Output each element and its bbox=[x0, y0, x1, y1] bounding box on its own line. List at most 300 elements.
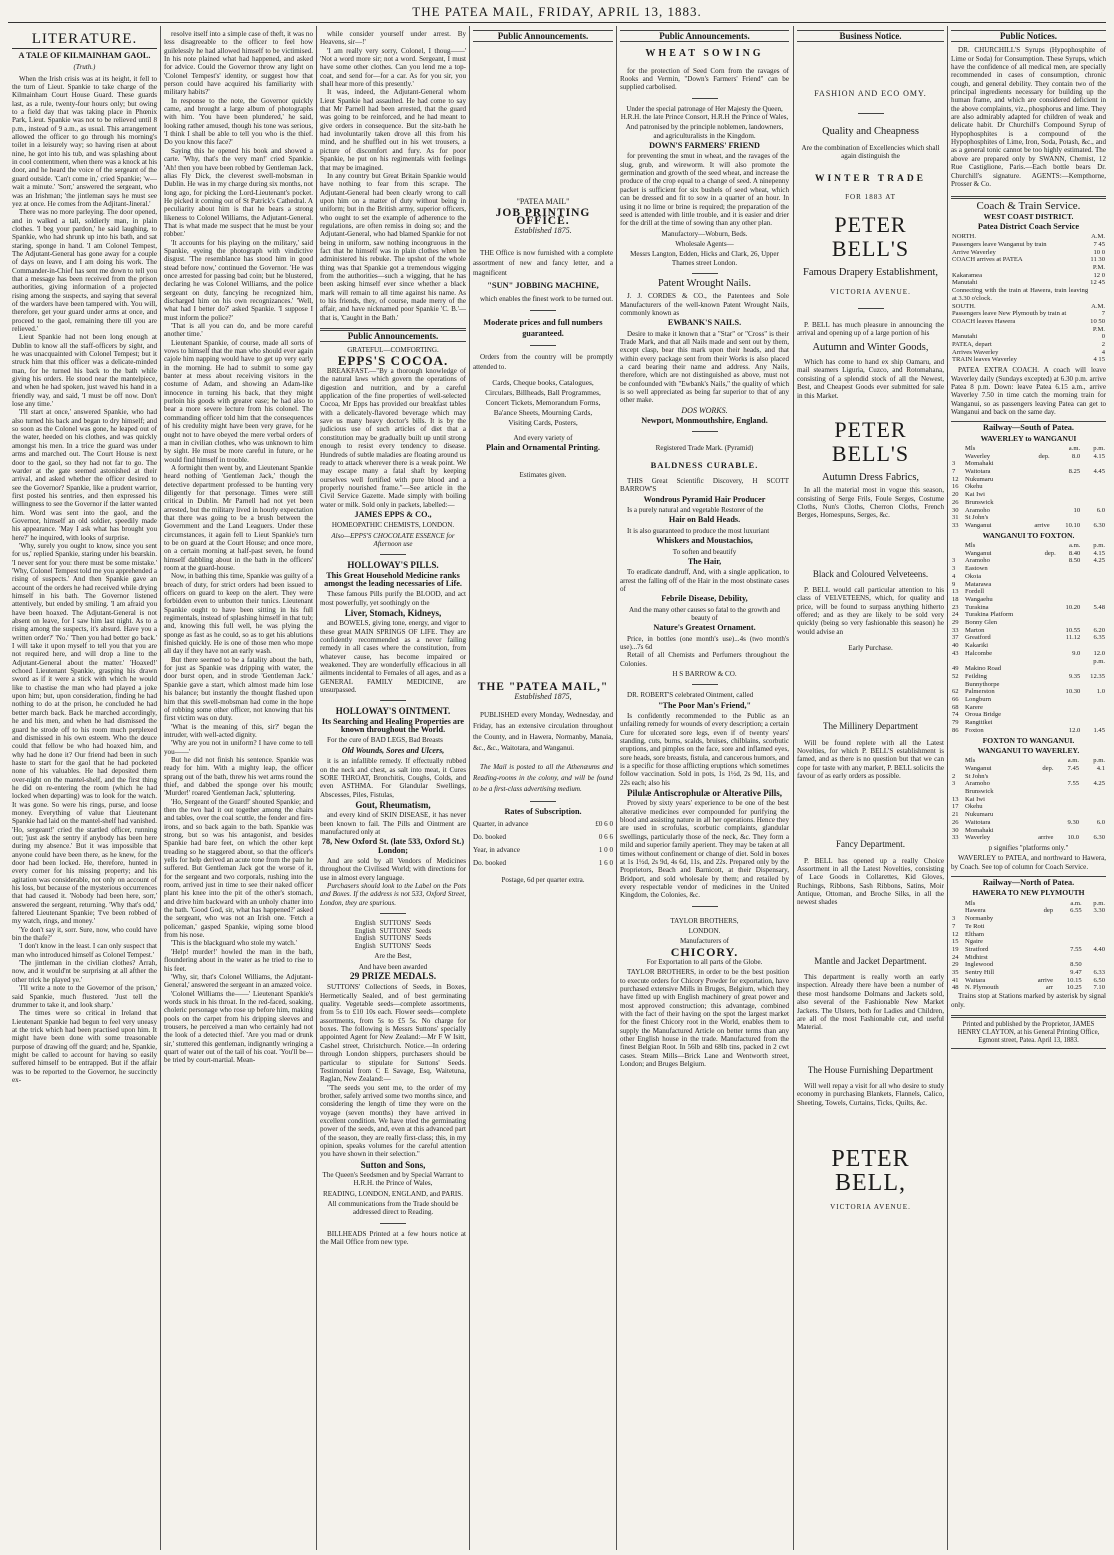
timetable-row bbox=[951, 977, 1106, 985]
timetable-cell bbox=[1051, 460, 1081, 468]
timetable-cell: 6.50 bbox=[1093, 976, 1105, 984]
timetable-row bbox=[951, 550, 1106, 558]
timetable-cell bbox=[1080, 811, 1106, 819]
paragraph: But there seemed to be a fatality about the bath, for just as Spankie was dripping with water, the door burst open, and in strode 'Gentleman Jack.' Spankie gave a start, which almost made him lose his balance; but instantly the thought flashed upon him that this swell-mobsman had come in the hope of robbing some other officer, not knowing that his first victim was on duty. bbox=[164, 655, 313, 723]
ad-line: Manufacturers of bbox=[679, 937, 730, 946]
timetable-row bbox=[951, 803, 1106, 811]
ad-testimonial: "The seeds you sent me, to the order of my brother, safely arrived some two months since, and considering the length of time they were on the voyage (seven months) they have arrived in excellent condition. We have tried the germinating power of the seeds, and, even at this advanced part of the season, they are really first-class; this, in my opinion, speaks volumes for the careful attention you have shown in their selection." bbox=[320, 1083, 466, 1159]
coach-row bbox=[951, 303, 1106, 311]
ad-highlight: Whiskers and Moustachios, bbox=[656, 536, 753, 546]
timetable-cell: 13 bbox=[952, 588, 959, 596]
timetable-cell: 6.0 bbox=[1096, 818, 1105, 826]
coach-time: A.M. bbox=[1091, 302, 1105, 310]
ad-subtitle: Famous Drapery Establishment, bbox=[802, 267, 939, 279]
print-item: Ba'ance Sheets, Mourning Cards, bbox=[493, 408, 593, 418]
ad-body: and BOWELS, giving tone, energy, and vigor to these great MAIN SPRINGS OF LIFE. They are confidently recommended as a never failing remedy in all cases where the constitution, from whatever cause, has become impaired or weakened. They are wonderfully efficacious in all ailments incidental to Females of all ages, and as a GENERAL FAMILY MEDICINE, are unsurpassed. bbox=[320, 619, 466, 695]
timetable-cell bbox=[1038, 658, 1057, 666]
timetable-cell: 3 bbox=[952, 915, 956, 923]
mantle-heading: Mantle and Jacket Department. bbox=[814, 955, 927, 966]
paragraph: while consider yourself under arrest. By Heavens, sir—!' bbox=[320, 30, 466, 47]
timetable bbox=[951, 445, 1106, 530]
timetable-cell: Waitotara bbox=[965, 818, 991, 826]
timetable-cell: 29 bbox=[952, 619, 959, 627]
timetable-cell bbox=[1019, 460, 1050, 468]
timetable-cell: Waverley bbox=[965, 452, 991, 460]
timetable-cell bbox=[1038, 634, 1057, 642]
ad-note: All communications from the Trade should be addressed direct to Reading. bbox=[327, 1200, 459, 1217]
ad-body: P. BELL would call particular attention to his class of VELVETEENS, which, for quality and price, will be found to surpass anything hitherto offered; and as they are likely to be sold very quickly (being so very fashionable this season) he would advise an bbox=[797, 585, 944, 636]
timetable-row bbox=[951, 681, 1106, 689]
timetable-cell bbox=[1081, 588, 1106, 596]
divider bbox=[380, 554, 406, 555]
coach-time: 12 0 bbox=[1093, 271, 1105, 279]
coach-stop: PATEA, depart bbox=[952, 341, 992, 349]
timetable-cell: Aramoho bbox=[965, 557, 990, 565]
paragraph: The times were so critical in Ireland that Lieutenant Spankie had begun to feel very uneasy at the trick which had been practised upon him. It might have been done with some treasonable purpose of drawing off the guard; and he, Spankie, might be called to account for having so easily suffered himself to be entrapped. But if the affair was to be reported to the Governor, he succinctly ex- bbox=[12, 1009, 157, 1084]
timetable-cell: 12.0 bbox=[1068, 726, 1081, 734]
timetable-cell bbox=[1081, 611, 1106, 619]
timetable-cell: 6.20 bbox=[1093, 626, 1105, 634]
timetable-row bbox=[951, 634, 1106, 642]
divider bbox=[530, 345, 556, 346]
timetable-cell: Okehu bbox=[965, 483, 983, 491]
paragraph: A fortnight then went by, and Lieutenant Spankie heard nothing of 'Gentleman Jack,' though the detective department professed to be hunting very diligently for that personage. Times were still critical in Dublin. Mr Parnell had not yet been arrested, but the military lived in hourly expectation that there was going to be a brush between the Government and the Land Leaguers. Under these circumstances, it again fell to Lieut Spankie's turn to be on guard at the Court House; and once more, on a certain morning at half-past seven, he found himself dabbling about in the bath in the officers' room at the guard-house. bbox=[164, 463, 313, 572]
timetable-row bbox=[951, 596, 1106, 604]
rate-value: £0 6 0 bbox=[595, 820, 613, 829]
timetable-cell bbox=[1038, 627, 1057, 635]
timetable-row bbox=[951, 915, 1106, 923]
timetable-cell bbox=[1051, 514, 1081, 522]
ad-line: Estimates given. bbox=[519, 470, 567, 479]
timetable-cell bbox=[1025, 931, 1054, 939]
winter-trade-heading: WINTER TRADE bbox=[814, 173, 927, 184]
ad-address: VICTORIA AVENUE. bbox=[830, 1202, 911, 1211]
timetable-cell bbox=[1022, 796, 1055, 804]
coach-row bbox=[951, 249, 1106, 257]
ad-firm-detail: The Queen's Seedsmen and by Special Warrant to H.R.H. the Prince of Wales, bbox=[322, 1170, 464, 1188]
timetable-cell bbox=[951, 550, 964, 558]
seeds-brand: SUTTONS' bbox=[379, 927, 412, 935]
timetable-cell bbox=[1081, 619, 1106, 627]
timetable-cell bbox=[1025, 938, 1054, 946]
coach-time: 12 45 bbox=[1090, 279, 1105, 287]
timetable-cell: 74 bbox=[952, 711, 959, 719]
timetable-cell bbox=[1038, 665, 1057, 673]
paragraph: 'Why, sir, that's Colonel Williams, the Adjutant-General,' answered the sergeant in an amazed voice. bbox=[164, 972, 313, 990]
timetable-cell bbox=[1038, 573, 1057, 581]
timetable-cell: 62 bbox=[952, 688, 959, 696]
timetable-cell: Midhirst bbox=[965, 953, 988, 961]
coach-time: A.M. bbox=[1091, 233, 1105, 241]
timetable-cell: Waitara bbox=[965, 976, 986, 984]
timetable-cell bbox=[1057, 719, 1082, 727]
timetable-cell: Stratford bbox=[965, 945, 989, 953]
timetable-cell bbox=[1080, 796, 1106, 804]
ad-body: TAYLOR BROTHERS, in order to be the best position to execute orders for Chicory Powder for exportation, have purchased extensive Mills in Bruges, Belgium, which they have fitted up with English machinery of great power and most approved construction; this advantage, combined with the fact of their having on the spot the largest market for the finest Chicory root in the World, enables them to supply the Manufactured Article on better terms than any other English house in the trade. Manufactured from the finest Belgian Root. In 56lb and 68lb tins, packed in 2 cwt cases. Steam Mills—Brick Lane and Wentworth street, London; and Bruges Belgium. bbox=[620, 968, 789, 1069]
timetable-cell: 8.40 bbox=[1068, 549, 1081, 557]
timetable-cell bbox=[1083, 961, 1106, 969]
rate-value: 1 0 0 bbox=[598, 846, 613, 855]
timetable-cell: Momahaki bbox=[965, 460, 994, 468]
ad-body: Orders from the country will be promptly attended to. bbox=[473, 353, 613, 372]
seeds-word: Seeds bbox=[415, 935, 432, 943]
timetable-cell: 1.45 bbox=[1093, 726, 1105, 734]
timetable-cell: 26 bbox=[952, 818, 959, 826]
timetable-cell: 4.45 bbox=[1093, 468, 1105, 476]
timetable-cell: Okoia bbox=[965, 572, 982, 580]
timetable-cell bbox=[1081, 642, 1106, 650]
timetable-cell: Aramoho bbox=[965, 506, 990, 514]
timetable-cell: Nukumaru bbox=[965, 811, 994, 819]
peter-bell-heading: PETER BELL'S bbox=[831, 416, 910, 466]
timetable-cell: 9.0 bbox=[1072, 649, 1081, 657]
timetable-cell: p.m. bbox=[1093, 657, 1105, 665]
ad-address: 78, New Oxford St. (late 533, Oxford St.) London; bbox=[321, 837, 465, 855]
story-source: (Truth.) bbox=[73, 63, 96, 72]
timetable-cell: 37 bbox=[952, 634, 959, 642]
ad-body: Is a purely natural and vegetable Restorer of the bbox=[627, 506, 764, 515]
ad-body: For the cure of BAD LEGS, Bad Breasts bbox=[327, 736, 443, 745]
coach-time: 7 bbox=[1101, 310, 1105, 318]
timetable-cell bbox=[1081, 483, 1106, 491]
coach-time: 10 0 bbox=[1093, 248, 1105, 256]
print-item: Concert Tickets, Memorandum Forms, bbox=[485, 398, 601, 408]
timetable-cell: 3 bbox=[952, 565, 956, 573]
divider bbox=[530, 310, 556, 311]
timetable-cell bbox=[1022, 811, 1055, 819]
column-story-continued bbox=[164, 30, 313, 1550]
coach-timetable bbox=[951, 233, 1106, 364]
timetable-cell: 20 bbox=[952, 491, 959, 499]
timetable-cell: arrive bbox=[1038, 834, 1054, 842]
timetable-cell bbox=[1081, 573, 1106, 581]
coach-row bbox=[951, 349, 1106, 357]
timetable-cell bbox=[1038, 565, 1057, 573]
timetable-cell bbox=[1051, 476, 1081, 484]
timetable-cell: Matarawa bbox=[965, 580, 992, 588]
timetable-cell bbox=[951, 542, 964, 550]
timetable-heading: Railway—North of Patea. bbox=[951, 876, 1106, 887]
coach-time: 4 bbox=[1101, 348, 1105, 356]
timetable-cell: 5.48 bbox=[1093, 603, 1105, 611]
timetable-cell: Greatford bbox=[965, 634, 991, 642]
divider bbox=[692, 684, 718, 685]
ad-body: DR. ROBERT'S celebrated Ointment, called bbox=[627, 691, 754, 700]
timetable-row bbox=[951, 673, 1106, 681]
timetable-row bbox=[951, 514, 1106, 522]
timetable-cell: arr bbox=[1045, 984, 1054, 992]
timetable-cell: 8.0 bbox=[1071, 452, 1081, 460]
timetable-cell: Makino Road bbox=[965, 665, 1002, 673]
timetable-cell bbox=[1081, 565, 1106, 573]
timetable-cell: Karere bbox=[965, 703, 983, 711]
timetable-cell bbox=[1054, 827, 1080, 835]
ad-body: for preventing the smut in wheat, and the ravages of the slug, grub, and wireworm. It will also promote the germination and growth of the seed wheat, and increase the produce of the crop equal to a change of seed. A ninepenny packet is sufficient for six bushels of seed wheat, which can be dressed and fit to sow in a quarter of an hour. In using it no lime or brine is required; the preparation of the seed is attended with little trouble, and it is easier and drier for the drill at the time of sowing than any other plan. bbox=[620, 152, 789, 228]
paragraph: 'Why, surely you ought to know, since you sent for us,' replied Spankie, staring under his bearskin. 'I never sent for you: there must be some mistake.' 'Why, Colonel Tempest told me you apprehended a rising of suspects.' And then Spankie gave an account of the orders he had received while drying himself in his bath. The Governor listened attentively, but ended by smiling. 'I am afraid you have been hoaxed. The Adjutant-General is not absent on leave, for I saw him last night. As to a rising among the suspects, it's absurd. Have you a written order?' 'No.' 'Then you had better go back.' I will take it upon myself to tell you that you are not required here, and will drop a line to the Adjutant-General about the matter.' 'Hoaxed!' echoed Lieutenant Spankie, grasping his drawn sword as if it were a stick with which he would like to chastise the man who had played a joke upon him; but, upon consideration, finding he had nothing to do at the prison, he concluded he had better march back. Back he marched accordingly, he and his men, and when he had dismissed the guard he strode off to his room much perplexed and dismissed in his own esteem. Who the deuce could that fellow be who had hoaxed him, and why had he done it? Our friend had been in such haste to start for the gaol that he had pocketed none of his valuables. He had deposited them over-night on the mantel-shelf, and the first thing he did on re-entering the room (which he had locked when departing) was to look for the watch. It was gone. So were his rings, purse, and loose money. Everything of value that Lieutenant Spankie had laid on the mantel-shelf had vanished. 'Ho, sergeant!' cried the startled officer, running out; 'just ask the sentry if anybody has been here during my absence.' But it was impossible that anyone could have been there, as he knew, for the door had been locked. He, therefore, hunted in every corner for his missing property; and his agitation was considerable, not only on account of his loss, but because of the mysterious occurrences that had caused it. 'Nobody had been here, sorr,' answered the sergeant, returning. 'Why that's odd,' faltered Lieutenant Spankie; 'I've been robbed of my watch, rings, and money.' bbox=[12, 541, 157, 926]
timetable-cell bbox=[1038, 542, 1057, 550]
timetable-cell bbox=[1019, 507, 1050, 515]
timetable-row bbox=[951, 665, 1106, 673]
timetable-cell: Fordell bbox=[965, 588, 985, 596]
timetable-cell bbox=[1054, 931, 1083, 939]
ad-subtitle: Autumn Dress Fabrics, bbox=[821, 471, 920, 483]
ad-line: And have been awarded bbox=[358, 962, 428, 971]
timetable-cell bbox=[1081, 460, 1106, 468]
timetable-cell: Momahaki bbox=[965, 826, 994, 834]
timetable-cell: 48 bbox=[952, 984, 959, 992]
timetable-cell: Turakina bbox=[965, 603, 989, 611]
paragraph: 'This is the blackguard who stole my watch.' bbox=[171, 939, 297, 948]
timetable-row bbox=[951, 834, 1106, 842]
patea-mail-title: THE "PATEA MAIL," bbox=[477, 681, 609, 694]
ad-body: In all the material most in vogue this season, consisting of Serge Frils, Foule Serges, Costume Cloths, Nun's Cloths, Cherron Cloths, French Berges, Homespuns, Serges, &c. bbox=[797, 486, 944, 520]
timetable-row bbox=[951, 780, 1106, 788]
timetable-cell: 43 bbox=[952, 649, 959, 657]
timetable-cell bbox=[1057, 565, 1082, 573]
coach-stop: Arrives Waverley bbox=[952, 348, 999, 356]
ad-body: THE Office is now furnished with a complete assortment of new and fancy letter, and a magnificent bbox=[473, 248, 613, 277]
timetable-cell: 33 bbox=[952, 521, 959, 529]
timetable-cell: 29 bbox=[952, 961, 959, 969]
timetable-row bbox=[951, 573, 1106, 581]
timetable-cell bbox=[1019, 483, 1050, 491]
column-rule bbox=[160, 26, 161, 1550]
timetable-cell: 6.30 bbox=[1093, 834, 1105, 842]
suttons-seeds-grid bbox=[320, 920, 466, 950]
timetable-cell bbox=[1080, 773, 1106, 781]
timetable-cell: 4.25 bbox=[1093, 780, 1105, 788]
timetable-cell: 9.35 bbox=[1068, 672, 1081, 680]
timetable-subheading: FOXTON TO WANGANUI. bbox=[982, 735, 1075, 745]
timetable-cell bbox=[1081, 476, 1106, 484]
ad-address: Newport, Monmouthshire, England. bbox=[641, 416, 768, 426]
timetable-cell: a.m. bbox=[1069, 542, 1081, 549]
timetable-cell bbox=[1038, 727, 1057, 735]
timetable-cell bbox=[1080, 803, 1106, 811]
timetable-cell: 6.33 bbox=[1093, 969, 1105, 977]
holloway-ointment-title: HOLLOWAY'S OINTMENT. bbox=[335, 706, 451, 717]
timetable-row bbox=[951, 476, 1106, 484]
ad-highlight: Gout, Rheumatism, bbox=[355, 799, 431, 810]
timetable-cell bbox=[1038, 711, 1057, 719]
timetable-subheading: WAVERLEY to WANGANUI bbox=[980, 433, 1077, 443]
timetable-cell bbox=[1019, 491, 1050, 499]
section-heading: Public Announcements. bbox=[620, 30, 789, 42]
timetable-cell: 9.30 bbox=[1067, 818, 1080, 826]
ad-highlight: Hair on Bald Heads. bbox=[668, 515, 741, 525]
masthead-rule bbox=[8, 22, 1106, 23]
timetable bbox=[951, 900, 1106, 992]
timetable-cell: 7 bbox=[952, 922, 956, 930]
timetable-cell bbox=[1081, 681, 1106, 689]
timetable-cell: Longburn bbox=[965, 696, 992, 704]
timetable-cell: 15 bbox=[952, 938, 959, 946]
divider bbox=[380, 913, 406, 914]
timetable-cell: 21 bbox=[952, 811, 959, 819]
timetable-heading: Railway—South of Patea. bbox=[951, 421, 1106, 432]
timetable-cell: Mls bbox=[965, 757, 976, 765]
timetable-cell bbox=[1054, 773, 1080, 781]
timetable-cell: p.m. bbox=[1093, 899, 1105, 907]
timetable-cell: Eastown bbox=[965, 565, 988, 573]
timetable-cell bbox=[951, 681, 964, 689]
print-item: Circulars, Billheads, Ball Programmes, bbox=[485, 388, 601, 398]
timetable-cell: Te Roti bbox=[965, 922, 985, 930]
ad-line: To soften and beautify bbox=[672, 547, 737, 556]
timetable-cell: Feilding bbox=[965, 672, 987, 680]
timetable-cell bbox=[951, 900, 964, 908]
timetable-row bbox=[951, 961, 1106, 969]
timetable-cell: Normanby bbox=[965, 915, 994, 923]
ad-highlight: Autumn and Winter Goods, bbox=[812, 341, 929, 353]
ad-firm: Sutton and Sons, bbox=[360, 1159, 426, 1170]
ad-subtitle: Its Searching and Healing Properties are known throughout the World. bbox=[321, 716, 465, 735]
timetable-cell: 7.10 bbox=[1093, 984, 1105, 992]
timetable-cell: p.m. bbox=[1093, 444, 1105, 452]
ad-body: DR. CHURCHILL'S Syrups (Hypophosphite of Lime or Soda) for Consumption. These Syrups, which have the confidence of all medical men, are specially recommended in cases of consumption, chronic cough, and general debility. They contain two of the principal ingredients necessary for building up the human frame, and which are considered deficient in the above complaints, viz., phosphorus and lime. They are also admirably adapted for children of weak and delicate habit. Dr Churchill's Compound Syrup of Hypophosphites is a compound of the Hypophosphites of Lime, Iron, Soda, Potash, &c., and as a general tonic cannot be too highly estimated. The above are prepared only by SWANN, Chemist, 12 Rue Castiglione, Paris.—Each bottle bears Dr. Churchill's signature. AGENTS:—Kempthorne, Prosser & Co. bbox=[951, 46, 1106, 188]
holloway-pills-title: HOLLOWAY'S PILLS. bbox=[347, 560, 439, 571]
timetable-cell: 10.55 bbox=[1065, 626, 1081, 634]
coach-time: 7 45 bbox=[1093, 240, 1105, 248]
timetable-row bbox=[951, 788, 1106, 796]
timetable-cell: arrive bbox=[1037, 976, 1054, 984]
ad-line: For Exportation to all parts of the Globe. bbox=[646, 957, 763, 966]
paragraph: 'The jintleman in the civilian clothes? Arrah, now, and it would'nt be surprising at all afther the other trick he played ye.' bbox=[12, 959, 157, 984]
seeds-brand: SUTTONS' bbox=[379, 920, 412, 927]
timetable-cell: 7.55 bbox=[1070, 945, 1082, 953]
timetable-cell: Sentry Hill bbox=[965, 969, 995, 977]
timetable-row bbox=[951, 658, 1106, 666]
ad-line: Manufactory—Woburn, Beds. bbox=[661, 229, 748, 238]
coach-stop: COACH leaves Hawera bbox=[952, 317, 1016, 325]
timetable-row bbox=[951, 491, 1106, 499]
timetable-cell: 4 bbox=[952, 572, 956, 580]
timetable-cell: Bunnythorpe bbox=[965, 680, 1000, 688]
paragraph: When the Irish crisis was at its height, it fell to the turn of Lieut. Spankie to take charge of the Kilmainham Court House Guard. These guards last, as a rule, twenty-four hours only; but owing to a field day that was taking place in Phœnix Park, Lieut. Spankie was not to be relieved until 8 p.m., instead of 9 a.m., as usual. This arrangement allowed the officer to go through his morning's toilet in a leisurely way; so having risen at about nine, he got into his tub, and was splashing about in cool contentment, when there was a knock at his door, and he heard the voice of the sergeant of the guard outside. 'Can't come in,' cried Spankie; 'w—wait a minute.' 'Sorr,' answered the sergeant, who was an Irishman; 'the jintleman says he must see yez at once. He comes from the Adjitant-Jineral.' bbox=[12, 74, 157, 208]
timetable-cell bbox=[1057, 681, 1082, 689]
ad-body: BILLHEADS Printed at a few hours notice at the Mail Office from new type. bbox=[320, 1229, 466, 1247]
timetable-row bbox=[951, 811, 1106, 819]
timetable bbox=[951, 757, 1106, 842]
timetable-cell bbox=[1038, 681, 1057, 689]
timetable-cell: St John's bbox=[965, 772, 989, 780]
timetable-cell: 10.30 bbox=[1065, 688, 1081, 696]
timetable-cell bbox=[1025, 961, 1054, 969]
seeds-word: Seeds bbox=[415, 942, 432, 950]
timetable-cell: 24 bbox=[952, 611, 959, 619]
ad-body: and every kind of SKIN DISEASE, it has never been known to fail. The Pills and Ointment are manufactured only at bbox=[320, 811, 466, 836]
column-literature bbox=[12, 30, 157, 1550]
timetable-cell bbox=[964, 658, 1038, 666]
coach-time: P.M. bbox=[1092, 264, 1105, 272]
timetable-cell bbox=[1038, 704, 1057, 712]
timetable-cell: Waitotara bbox=[965, 468, 991, 476]
paragraph: 'Why are you not in uniform? I have come to tell you——' bbox=[164, 739, 313, 756]
timetable-cell: dep bbox=[1043, 907, 1054, 915]
timetable-row bbox=[951, 946, 1106, 954]
ad-body: The Mail is posted to all the Athenæums and Reading-rooms in the colony, and will be found to be a first-class advertising medium. bbox=[473, 762, 613, 793]
ad-highlight: Moderate prices and full numbers guaranteed. bbox=[483, 318, 603, 339]
timetable-cell: 40 bbox=[952, 642, 959, 650]
peter-bell-heading: PETER BELL, bbox=[831, 1145, 910, 1196]
coach-time: 10 50 bbox=[1090, 317, 1105, 325]
section-heading: Public Notices. bbox=[951, 30, 1106, 42]
coach-stop: COACH arrives at PATEA bbox=[952, 256, 1023, 264]
coach-stop: TRAIN leaves Waverley bbox=[952, 356, 1017, 364]
timetable-row bbox=[951, 627, 1106, 635]
seeds-brand: SUTTONS' bbox=[379, 935, 412, 943]
timetable-cell: 13 bbox=[952, 795, 959, 803]
column-rule bbox=[947, 26, 948, 1550]
timetable-cell bbox=[1025, 946, 1054, 954]
timetable-cell: 23 bbox=[952, 603, 959, 611]
timetable-cell bbox=[1022, 773, 1055, 781]
timetable-row bbox=[951, 588, 1106, 596]
paragraph: But he did not finish his sentence. Spankie was ready for him. With a mighty leap, the officer sprang out of the bath, threw his wet arms round the thief, and dabbed the sponge over his mouth; 'Murder!' roared 'Gentleman Jack,' spluttering. bbox=[164, 755, 313, 798]
section-heading: Public Announcements. bbox=[473, 30, 613, 42]
paragraph: 'I don't know in the least. I can only suspect that man who introduced himself as Colonel Tempest.' bbox=[12, 942, 157, 959]
ad-highlight: 29 PRIZE MEDALS. bbox=[349, 972, 437, 983]
paragraph: Lieutenant Spankie, of course, made all sorts of vows to himself that the man who should ever again cajole him napping would have to get up very early in the morning. He had to submit to some gay banter at mess about receiving visitors in the costume of Adam, and showing an Adam-like innocence in turning his back, that they might purloin his goods with greater ease; he had also to bear a more severe lecture from his colonel. The commanding officer told him that the consequences of his credulity might have been very grave, for he ought not to have obeyed the mere verbal orders of a man in civilian clothes, who was unknown to him by sight. He must be more careful in future, or he would find himself in trouble. bbox=[164, 338, 313, 464]
rate-label: Do. booked bbox=[473, 859, 507, 868]
coach-time: P.M. bbox=[1092, 325, 1105, 333]
timetable-cell bbox=[1083, 923, 1106, 931]
paragraph: 'Ho, Sergeant of the Guard!' shouted Spankie; and then the two had it out together among the chairs and tables, over the coal scuttle, the fender and fire-irons, and so back again to the bath. Spankie was strong, but so was his antagonist, and besides Spankie had bare feet, on which the other kept treading so he staggered about, so that the officer's yells for help derived an acute tone from the pain he suffered. But Gentleman Jack got the worse of it, for the sergeant and two corporals, rushing into the room, arrived just in time to see their naked officer plant his knee into the pit of the other's stomach, and drive him backward with an unholy chatter into the bath. 'Good God, sir, what has happened?' asked the sergeant, who was not an Irish one. 'Fetch a policeman,' gasped Spankie, wiping some blood from his nose. bbox=[164, 797, 313, 940]
timetable-cell: Brunswick bbox=[965, 788, 994, 796]
timetable-cell bbox=[1051, 499, 1081, 507]
epps-cocoa-title: EPPS'S COCOA. bbox=[337, 352, 449, 368]
timetable-cell bbox=[1083, 915, 1106, 923]
rate-row bbox=[473, 844, 613, 857]
ad-body: This department is really worth an early inspection. Already there have been a number of these most handsome Dolmans and Jackets sold, also several of the Fashionable New Market Jackets. The Ulsters, both for Ladies and Children, are all of the most Fashionable cut, and useful Material. bbox=[797, 973, 944, 1032]
paragraph: 'What is the meaning of this, sir?' began the intruder, with well-acted dignity. bbox=[164, 722, 313, 739]
section-title: LITERATURE. bbox=[12, 30, 157, 49]
seeds-brand: SUTTONS' bbox=[379, 942, 412, 950]
timetable-row bbox=[951, 938, 1106, 946]
timetable-cell bbox=[1038, 719, 1057, 727]
timetable-cell: 8.25 bbox=[1068, 468, 1081, 476]
timetable-cell: 6.55 bbox=[1070, 907, 1082, 915]
coach-stop: NORTH. bbox=[952, 233, 976, 241]
timetable-cell bbox=[1054, 938, 1083, 946]
timetable-cell bbox=[1038, 557, 1057, 565]
timetable-cell: 12.0 bbox=[1093, 649, 1105, 657]
timetable-cell bbox=[1057, 588, 1082, 596]
timetable-subheading: HAWERA TO NEW PLYMOUTH bbox=[972, 888, 1085, 898]
coach-row bbox=[951, 318, 1106, 326]
timetable-row bbox=[951, 453, 1106, 461]
timetable-cell bbox=[1054, 811, 1080, 819]
timetable-cell: Wanganui bbox=[965, 521, 992, 529]
paragraph: 'Colonel Williams the——' Lieutenant Spankie's words stuck in his throat. In the red-faced, soaking, choleric personage who rose up before him, making pools on the carpet from his dripping sleeves and trousers, he perceived a man who certainly had not the look of a detected thief. 'Are you mad or drunk sir,' stuttered this gentleman, indignantly wringing a quart of water out of the tail of his coat. 'You'll be—be tried by court-martial. Mean- bbox=[164, 989, 313, 1065]
timetable-cell: Mls bbox=[965, 444, 976, 452]
timetable-cell: Nukumaru bbox=[965, 475, 994, 483]
timetable-row bbox=[951, 522, 1106, 530]
timetable-row bbox=[951, 984, 1106, 992]
timetable-cell bbox=[951, 765, 964, 773]
coach-row bbox=[951, 310, 1106, 318]
divider bbox=[530, 801, 556, 802]
ad-highlight: Old Wounds, Sores and Ulcers, bbox=[341, 745, 445, 755]
timetable-note: WAVERLEY to PATEA, and northward to Hawera, by Coach. See top of column for Coach Service. bbox=[951, 854, 1106, 871]
timetable-row bbox=[951, 819, 1106, 827]
timetable-cell: 68 bbox=[952, 703, 959, 711]
coach-stop: Arrive Waverley bbox=[952, 248, 996, 256]
timetable-cell bbox=[951, 757, 964, 765]
timetable-cell: dep. bbox=[1038, 452, 1050, 460]
column-story-end-and-ads bbox=[320, 30, 466, 1550]
print-item: Cards, Cheque books, Catalogues, bbox=[492, 378, 594, 388]
